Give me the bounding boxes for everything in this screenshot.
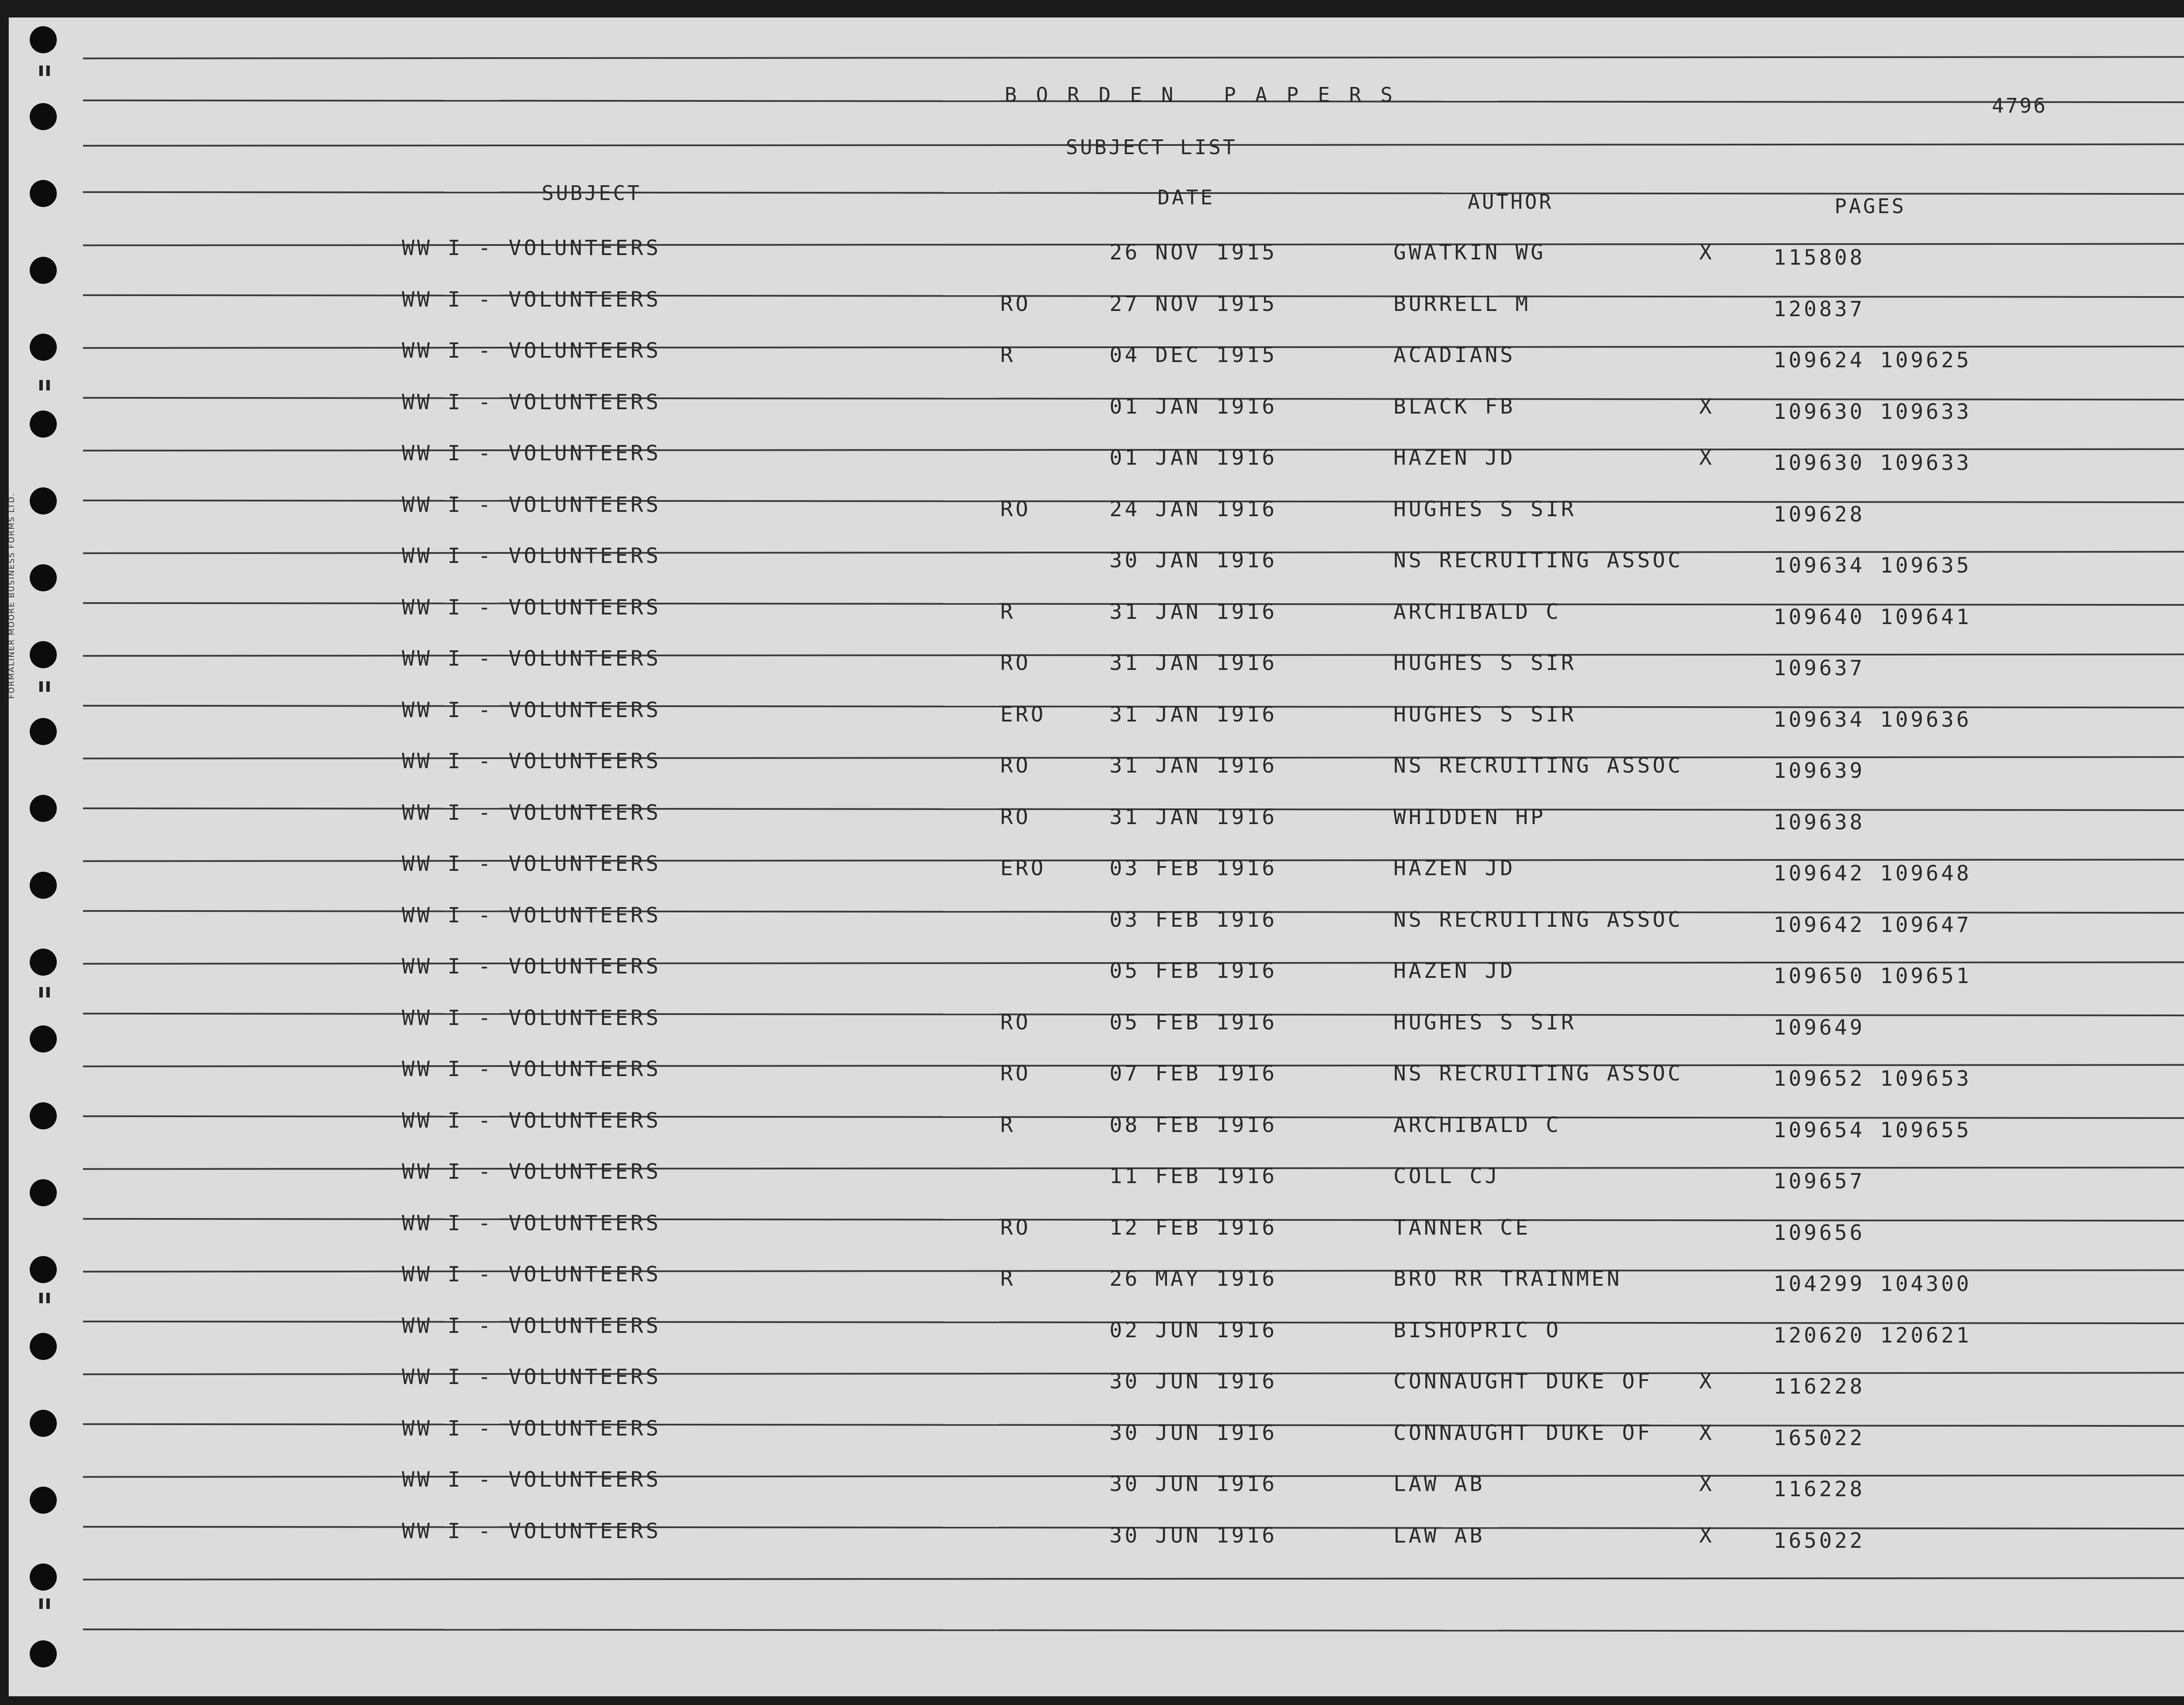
- row-pages: 109650 109651: [1773, 964, 1972, 988]
- row-code: RO: [1000, 497, 1031, 521]
- row-x-mark: X: [1699, 1472, 1714, 1496]
- feed-hole: [30, 180, 57, 207]
- perforation-tick: [39, 987, 43, 997]
- row-author: NS RECRUITING ASSOC: [1393, 753, 1683, 778]
- row-code: RO: [1000, 1215, 1031, 1240]
- row-subject: WW I - VOLUNTEERS: [402, 1416, 661, 1441]
- row-date: 27 NOV 1915: [1109, 291, 1277, 316]
- row-pages: 165022: [1773, 1528, 1865, 1553]
- table-row: [9, 595, 2184, 629]
- row-subject: WW I - VOLUNTEERS: [402, 903, 661, 928]
- row-x-mark: X: [1699, 394, 1714, 419]
- row-subject: WW I - VOLUNTEERS: [402, 800, 661, 825]
- table-row: [9, 800, 2184, 835]
- row-author: ARCHIBALD C: [1393, 599, 1561, 624]
- row-code: R: [1000, 1267, 1016, 1291]
- row-code: RO: [1000, 753, 1031, 778]
- row-author: GWATKIN WG: [1393, 240, 1546, 265]
- row-author: TANNER CE: [1393, 1215, 1531, 1240]
- table-row: [9, 338, 2184, 373]
- form-maker-label: FORMALINER MOORE BUSINESS FORMS LTD.: [7, 492, 16, 699]
- row-date: 31 JAN 1916: [1109, 804, 1277, 829]
- row-author: HUGHES S SIR: [1393, 702, 1576, 727]
- row-date: 07 FEB 1916: [1109, 1061, 1277, 1086]
- perforation-tick: [46, 1598, 50, 1609]
- row-subject: WW I - VOLUNTEERS: [402, 1262, 661, 1287]
- row-date: 05 FEB 1916: [1109, 1010, 1277, 1035]
- row-subject: WW I - VOLUNTEERS: [402, 1160, 661, 1184]
- row-author: HUGHES S SIR: [1393, 1010, 1576, 1035]
- perforation-tick: [39, 681, 43, 692]
- table-row: [9, 1160, 2184, 1194]
- row-date: 24 JAN 1916: [1109, 497, 1277, 521]
- table-row: [9, 646, 2184, 680]
- table-row: [9, 287, 2184, 321]
- row-subject: WW I - VOLUNTEERS: [402, 749, 661, 773]
- row-author: HUGHES S SIR: [1393, 651, 1576, 675]
- row-pages: 109642 109647: [1773, 912, 1972, 937]
- row-date: 04 DEC 1915: [1109, 343, 1277, 367]
- row-pages: 109628: [1773, 502, 1865, 527]
- row-author: HAZEN JD: [1393, 445, 1516, 470]
- row-code: ERO: [1000, 856, 1046, 880]
- row-author: WHIDDEN HP: [1393, 804, 1546, 829]
- row-author: BRO RR TRAINMEN: [1393, 1267, 1622, 1291]
- row-subject: WW I - VOLUNTEERS: [402, 852, 661, 876]
- ruled-line: [83, 1628, 2184, 1632]
- table-row: [9, 1365, 2184, 1399]
- row-author: NS RECRUITING ASSOC: [1393, 1061, 1683, 1086]
- row-date: 30 JAN 1916: [1109, 548, 1277, 573]
- row-date: 30 JUN 1916: [1109, 1472, 1277, 1496]
- perforation-tick: [46, 987, 50, 997]
- perforation-tick: [39, 1293, 43, 1303]
- row-subject: WW I - VOLUNTEERS: [402, 287, 661, 312]
- row-date: 01 JAN 1916: [1109, 445, 1277, 470]
- row-x-mark: X: [1699, 240, 1714, 265]
- row-code: RO: [1000, 291, 1031, 316]
- table-row: [9, 852, 2184, 886]
- perforation-tick: [39, 380, 43, 390]
- table-row: [9, 492, 2184, 527]
- row-author: COLL CJ: [1393, 1164, 1500, 1188]
- row-pages: 120837: [1773, 297, 1865, 321]
- row-subject: WW I - VOLUNTEERS: [402, 595, 661, 620]
- perforation-tick: [46, 66, 50, 76]
- row-author: HAZEN JD: [1393, 959, 1516, 983]
- table-row: [9, 1262, 2184, 1296]
- row-x-mark: X: [1699, 1523, 1714, 1548]
- table-row: [9, 1313, 2184, 1348]
- document-number: 4796: [1992, 94, 2047, 117]
- row-pages: 115808: [1773, 245, 1865, 270]
- row-date: 30 JUN 1916: [1109, 1369, 1277, 1394]
- row-subject: WW I - VOLUNTEERS: [402, 441, 661, 466]
- row-author: CONNAUGHT DUKE OF: [1393, 1369, 1653, 1394]
- row-code: ERO: [1000, 702, 1046, 727]
- row-pages: 109654 109655: [1773, 1118, 1972, 1142]
- row-code: RO: [1000, 1010, 1031, 1035]
- row-pages: 109642 109648: [1773, 861, 1972, 886]
- row-author: NS RECRUITING ASSOC: [1393, 548, 1683, 573]
- row-pages: 109639: [1773, 759, 1865, 783]
- table-row: [9, 236, 2184, 270]
- row-subject: WW I - VOLUNTEERS: [402, 954, 661, 979]
- row-pages: 109638: [1773, 810, 1865, 835]
- row-date: 26 NOV 1915: [1109, 240, 1277, 265]
- row-pages: 109640 109641: [1773, 604, 1972, 629]
- row-subject: WW I - VOLUNTEERS: [402, 236, 661, 260]
- table-row: [9, 903, 2184, 937]
- row-author: BURRELL M: [1393, 291, 1531, 316]
- page-subtitle: SUBJECT LIST: [1066, 135, 1237, 159]
- row-subject: WW I - VOLUNTEERS: [402, 338, 661, 363]
- document-title: BORDEN PAPERS: [1005, 83, 1412, 107]
- row-x-mark: X: [1699, 445, 1714, 470]
- perforation-tick: [46, 380, 50, 390]
- row-author: LAW AB: [1393, 1523, 1485, 1548]
- table-row: [9, 441, 2184, 475]
- table-row: [9, 697, 2184, 732]
- row-subject: WW I - VOLUNTEERS: [402, 1313, 661, 1338]
- row-date: 31 JAN 1916: [1109, 702, 1277, 727]
- row-pages: 116228: [1773, 1374, 1865, 1399]
- row-pages: 109657: [1773, 1169, 1865, 1194]
- feed-hole: [30, 26, 57, 53]
- row-subject: WW I - VOLUNTEERS: [402, 492, 661, 517]
- row-pages: 109652 109653: [1773, 1066, 1972, 1091]
- table-row: [9, 544, 2184, 578]
- perforation-tick: [46, 681, 50, 692]
- column-header-date: DATE: [1158, 186, 1215, 209]
- row-author: LAW AB: [1393, 1472, 1485, 1496]
- row-code: R: [1000, 343, 1016, 367]
- table-row: [9, 1416, 2184, 1450]
- table-row: [9, 1467, 2184, 1501]
- row-author: BISHOPRIC O: [1393, 1318, 1561, 1343]
- row-pages: 109630 109633: [1773, 451, 1972, 475]
- table-row: [9, 1057, 2184, 1091]
- printout-sheet: [9, 17, 2184, 1696]
- row-date: 05 FEB 1916: [1109, 959, 1277, 983]
- ruled-line: [83, 1577, 2184, 1580]
- row-subject: WW I - VOLUNTEERS: [402, 1108, 661, 1133]
- row-date: 01 JAN 1916: [1109, 394, 1277, 419]
- row-subject: WW I - VOLUNTEERS: [402, 390, 661, 414]
- row-pages: 104299 104300: [1773, 1272, 1972, 1296]
- perforation-tick: [39, 1598, 43, 1609]
- row-pages: 109656: [1773, 1220, 1865, 1245]
- row-subject: WW I - VOLUNTEERS: [402, 697, 661, 722]
- row-pages: 165022: [1773, 1425, 1865, 1450]
- table-row: [9, 1519, 2184, 1553]
- feed-hole: [30, 1563, 57, 1591]
- row-subject: WW I - VOLUNTEERS: [402, 1365, 661, 1389]
- perforation-tick: [46, 1293, 50, 1303]
- row-subject: WW I - VOLUNTEERS: [402, 1467, 661, 1492]
- row-x-mark: X: [1699, 1420, 1714, 1445]
- row-author: ARCHIBALD C: [1393, 1112, 1561, 1137]
- row-pages: 109634 109636: [1773, 707, 1972, 732]
- row-subject: WW I - VOLUNTEERS: [402, 1211, 661, 1236]
- row-subject: WW I - VOLUNTEERS: [402, 544, 661, 568]
- row-pages: 120620 120621: [1773, 1323, 1972, 1348]
- row-date: 30 JUN 1916: [1109, 1420, 1277, 1445]
- column-header-subject: SUBJECT: [542, 181, 642, 205]
- row-pages: 116228: [1773, 1477, 1865, 1501]
- row-code: RO: [1000, 1061, 1031, 1086]
- row-date: 12 FEB 1916: [1109, 1215, 1277, 1240]
- feed-hole: [30, 1640, 57, 1667]
- perforation-tick: [39, 66, 43, 76]
- row-pages: 109634 109635: [1773, 553, 1972, 578]
- row-date: 31 JAN 1916: [1109, 753, 1277, 778]
- row-pages: 109624 109625: [1773, 348, 1972, 373]
- row-pages: 109637: [1773, 656, 1865, 680]
- row-date: 03 FEB 1916: [1109, 907, 1277, 932]
- row-code: RO: [1000, 804, 1031, 829]
- table-row: [9, 954, 2184, 988]
- table-row: [9, 1211, 2184, 1245]
- row-author: CONNAUGHT DUKE OF: [1393, 1420, 1653, 1445]
- row-code: R: [1000, 1112, 1016, 1137]
- row-author: NS RECRUITING ASSOC: [1393, 907, 1683, 932]
- row-x-mark: X: [1699, 1369, 1714, 1394]
- table-row: [9, 1108, 2184, 1142]
- feed-hole: [30, 103, 57, 130]
- row-author: HUGHES S SIR: [1393, 497, 1576, 521]
- table-row: [9, 390, 2184, 424]
- row-author: HAZEN JD: [1393, 856, 1516, 880]
- row-author: ACADIANS: [1393, 343, 1516, 367]
- row-date: 30 JUN 1916: [1109, 1523, 1277, 1548]
- row-date: 08 FEB 1916: [1109, 1112, 1277, 1137]
- row-date: 11 FEB 1916: [1109, 1164, 1277, 1188]
- row-date: 26 MAY 1916: [1109, 1267, 1277, 1291]
- row-date: 31 JAN 1916: [1109, 599, 1277, 624]
- row-subject: WW I - VOLUNTEERS: [402, 1057, 661, 1081]
- row-subject: WW I - VOLUNTEERS: [402, 1519, 661, 1543]
- row-subject: WW I - VOLUNTEERS: [402, 646, 661, 671]
- row-pages: 109630 109633: [1773, 399, 1972, 424]
- row-date: 31 JAN 1916: [1109, 651, 1277, 675]
- column-header-pages: PAGES: [1835, 194, 1906, 218]
- row-date: 03 FEB 1916: [1109, 856, 1277, 880]
- table-row: [9, 749, 2184, 783]
- row-pages: 109649: [1773, 1015, 1865, 1040]
- column-header-author: AUTHOR: [1468, 190, 1554, 214]
- row-code: R: [1000, 599, 1016, 624]
- row-code: RO: [1000, 651, 1031, 675]
- row-subject: WW I - VOLUNTEERS: [402, 1005, 661, 1030]
- row-author: BLACK FB: [1393, 394, 1516, 419]
- row-date: 02 JUN 1916: [1109, 1318, 1277, 1343]
- table-row: [9, 1005, 2184, 1040]
- ruled-line: [83, 56, 2184, 59]
